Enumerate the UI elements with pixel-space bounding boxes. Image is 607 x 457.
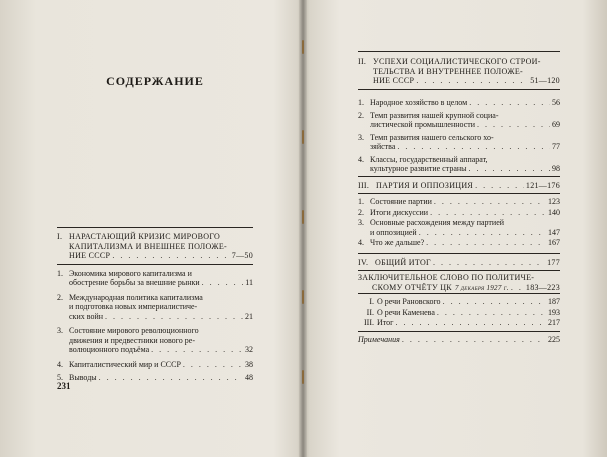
dot-leader [151, 345, 243, 355]
item-number: 4. [358, 238, 364, 247]
item-page: 38 [245, 359, 253, 369]
section-heading [358, 181, 560, 191]
item-number: 3. [57, 326, 63, 335]
toc-item-line [57, 312, 253, 322]
section-title-text: СКОМУ ОТЧЁТУ ЦК [372, 282, 452, 292]
section-title-line [57, 251, 253, 261]
item-number: 3. [358, 218, 364, 227]
toc-item-line [358, 228, 560, 238]
item-number: 3. [358, 132, 364, 142]
dot-leader [202, 278, 244, 288]
item-page: 187 [548, 297, 560, 306]
section-heading [358, 258, 560, 268]
section-III [358, 181, 560, 191]
toc-item [57, 326, 253, 336]
dot-leader [402, 335, 546, 345]
item-number: 1. [358, 98, 364, 107]
item-number: I. [369, 297, 374, 306]
section-title-text: НИЕ СССР [69, 251, 111, 260]
item-text: Итог [377, 318, 394, 327]
item-page: 56 [552, 98, 560, 107]
item-text: Темп развития нашего сельского хо- [370, 132, 494, 142]
item-text: Международная политика капитализма [69, 292, 203, 302]
item-text: Экономика мирового капитализма и [69, 268, 192, 278]
item-text: О речи Каменева [377, 307, 435, 317]
section-I [57, 232, 253, 383]
item-text: культурное развитие страны [370, 164, 467, 173]
item-text: обострение борьбы за внешние рынки [69, 278, 200, 287]
left-page [0, 0, 300, 457]
item-page: 77 [552, 142, 560, 151]
item-page: 21 [245, 311, 253, 321]
item-page: 11 [245, 278, 253, 287]
toc-item [358, 335, 560, 345]
item-number: 2. [358, 207, 364, 217]
section-title-line: ПАРТИЯ И ОППОЗИЦИЯ [376, 181, 474, 190]
item-text: зяйства [370, 142, 396, 151]
item-text: и оппозицией [370, 227, 417, 237]
section-divider [358, 176, 560, 177]
item-text: ских войн [69, 311, 104, 321]
dot-leader [99, 373, 243, 383]
item-number: 5. [57, 373, 63, 382]
section-heading [57, 232, 253, 242]
toc-item-line [57, 345, 253, 355]
toc-item [57, 373, 253, 383]
section-title-line: ЗАКЛЮЧИТЕЛЬНОЕ СЛОВО ПО ПОЛИТИЧЕ- [358, 273, 535, 282]
toc-item [57, 360, 253, 370]
page-range: 177 [547, 258, 560, 267]
toc-item [358, 297, 560, 307]
section-divider [358, 51, 560, 52]
section-title-line: ТЕЛЬСТВА И ВНУТРЕННЕЕ ПОЛОЖЕ- [373, 66, 524, 76]
section-title-text: НИЕ СССР [373, 76, 415, 85]
item-page: 123 [548, 197, 560, 206]
dot-leader [426, 238, 546, 248]
item-text: О речи Рановского [377, 297, 441, 306]
dot-leader [511, 283, 524, 293]
item-text: листической промышленности [370, 120, 476, 129]
item-text: движения и предвестники нового ре- [69, 335, 195, 345]
item-text: Основные расхождения между партией [370, 218, 505, 227]
section-divider [358, 270, 560, 271]
dot-leader [469, 98, 550, 108]
toc-item [358, 208, 560, 218]
dot-leader [469, 164, 550, 174]
section-title-line [358, 76, 560, 86]
section-number: II. [358, 57, 367, 66]
dot-leader [416, 76, 528, 86]
item-number: 1. [358, 197, 364, 206]
toc-item-line [358, 142, 560, 152]
dot-leader [397, 142, 550, 152]
item-number: 4. [57, 359, 63, 369]
item-text: Народное хозяйство в целом [370, 98, 468, 107]
binding-stitch [302, 210, 304, 224]
toc-item-line [358, 164, 560, 174]
speech-date: 7 декабря 1927 г. [454, 283, 509, 292]
toc-item [358, 111, 560, 121]
item-page: 217 [548, 318, 560, 327]
section-title-line: УСПЕХИ СОЦИАЛИСТИЧЕСКОГО СТРОИ- [373, 57, 541, 66]
dot-leader [105, 312, 243, 322]
dot-leader [437, 308, 546, 318]
toc-item [358, 218, 560, 228]
toc-item-line [57, 278, 253, 288]
toc-item-line [358, 120, 560, 130]
dot-leader [419, 228, 546, 238]
section-heading [358, 273, 560, 283]
item-page: 48 [245, 373, 253, 382]
section-divider [358, 193, 560, 194]
dot-leader [434, 197, 546, 207]
right-page [306, 0, 607, 457]
page-range: 183—223 [525, 282, 560, 292]
item-number: III. [364, 318, 374, 327]
closing-speech [358, 273, 560, 293]
closing-speech-items [358, 297, 560, 328]
item-number: 1. [57, 268, 63, 278]
section-title-line: КАПИТАЛИЗМА И ВНЕШНЕЕ ПОЛОЖЕ- [69, 241, 228, 251]
section-III-items [358, 197, 560, 248]
item-number: II. [366, 307, 374, 317]
item-page: 69 [552, 120, 560, 129]
binding-stitch [302, 40, 304, 54]
item-text: Классы, государственный аппарат, [370, 154, 488, 164]
toc-item [358, 238, 560, 248]
item-number: 2. [358, 110, 364, 120]
item-number: 4. [358, 154, 364, 164]
binding-stitch [302, 290, 304, 304]
item-page: 140 [548, 207, 560, 217]
page-range: 51—120 [530, 76, 560, 85]
section-divider [358, 331, 560, 332]
toc-item [57, 269, 253, 279]
section-number: III. [358, 181, 370, 190]
item-text: Состояние партии [370, 197, 432, 206]
toc-item [358, 98, 560, 108]
dot-leader [395, 318, 546, 328]
toc-item [358, 318, 560, 328]
dot-leader [430, 208, 546, 218]
item-text: Капиталистический мир и СССР [69, 359, 181, 369]
item-text: Состояние мирового революционного [69, 326, 199, 335]
page-range: 121—176 [525, 181, 560, 190]
section-divider [358, 293, 560, 294]
page-folio: 231 [57, 381, 71, 391]
dot-leader [443, 297, 546, 307]
dot-leader [112, 251, 229, 261]
section-IV [358, 258, 560, 268]
binding-stitch [302, 370, 304, 384]
dot-leader [475, 181, 524, 191]
section-number: IV. [358, 258, 369, 267]
section-title-line [358, 283, 560, 294]
section-II-items [358, 98, 560, 174]
toc-item [358, 308, 560, 318]
section-divider [57, 227, 253, 228]
dot-leader [183, 360, 243, 370]
section-title-line: ОБЩИЙ ИТОГ [375, 258, 431, 267]
toc-item [57, 293, 253, 303]
item-page: 147 [548, 227, 560, 237]
notes-entry [358, 335, 560, 345]
section-divider [57, 264, 253, 265]
section-heading [358, 57, 560, 67]
item-text: Темп развития нашей крупной социа- [370, 110, 499, 120]
toc-item [358, 197, 560, 207]
section-divider [358, 89, 560, 90]
binding-stitch [302, 130, 304, 144]
item-page: 167 [548, 238, 560, 247]
item-page: 32 [245, 345, 253, 354]
item-page: 98 [552, 164, 560, 173]
notes-label: Примечания [358, 335, 400, 344]
item-text: Выводы [69, 373, 97, 382]
item-number: 2. [57, 292, 63, 302]
contents-title: СОДЕРЖАНИЕ [106, 74, 204, 88]
item-text: волюционного подъёма [69, 345, 150, 354]
section-number: I. [57, 232, 63, 241]
section-divider [358, 253, 560, 254]
toc-item [358, 133, 560, 143]
toc-item [358, 155, 560, 165]
section-II [358, 57, 560, 86]
dot-leader [477, 120, 550, 130]
item-text: и подготовка новых империалистиче- [69, 302, 198, 311]
dot-leader [433, 258, 545, 268]
item-page: 225 [548, 335, 560, 344]
item-page: 193 [548, 307, 560, 317]
section-title-line: НАРАСТАЮЩИЙ КРИЗИС МИРОВОГО [69, 232, 221, 241]
page-range: 7—50 [231, 251, 253, 260]
item-text: Что же дальше? [370, 238, 425, 247]
item-text: Итоги дискуссии [370, 207, 429, 217]
